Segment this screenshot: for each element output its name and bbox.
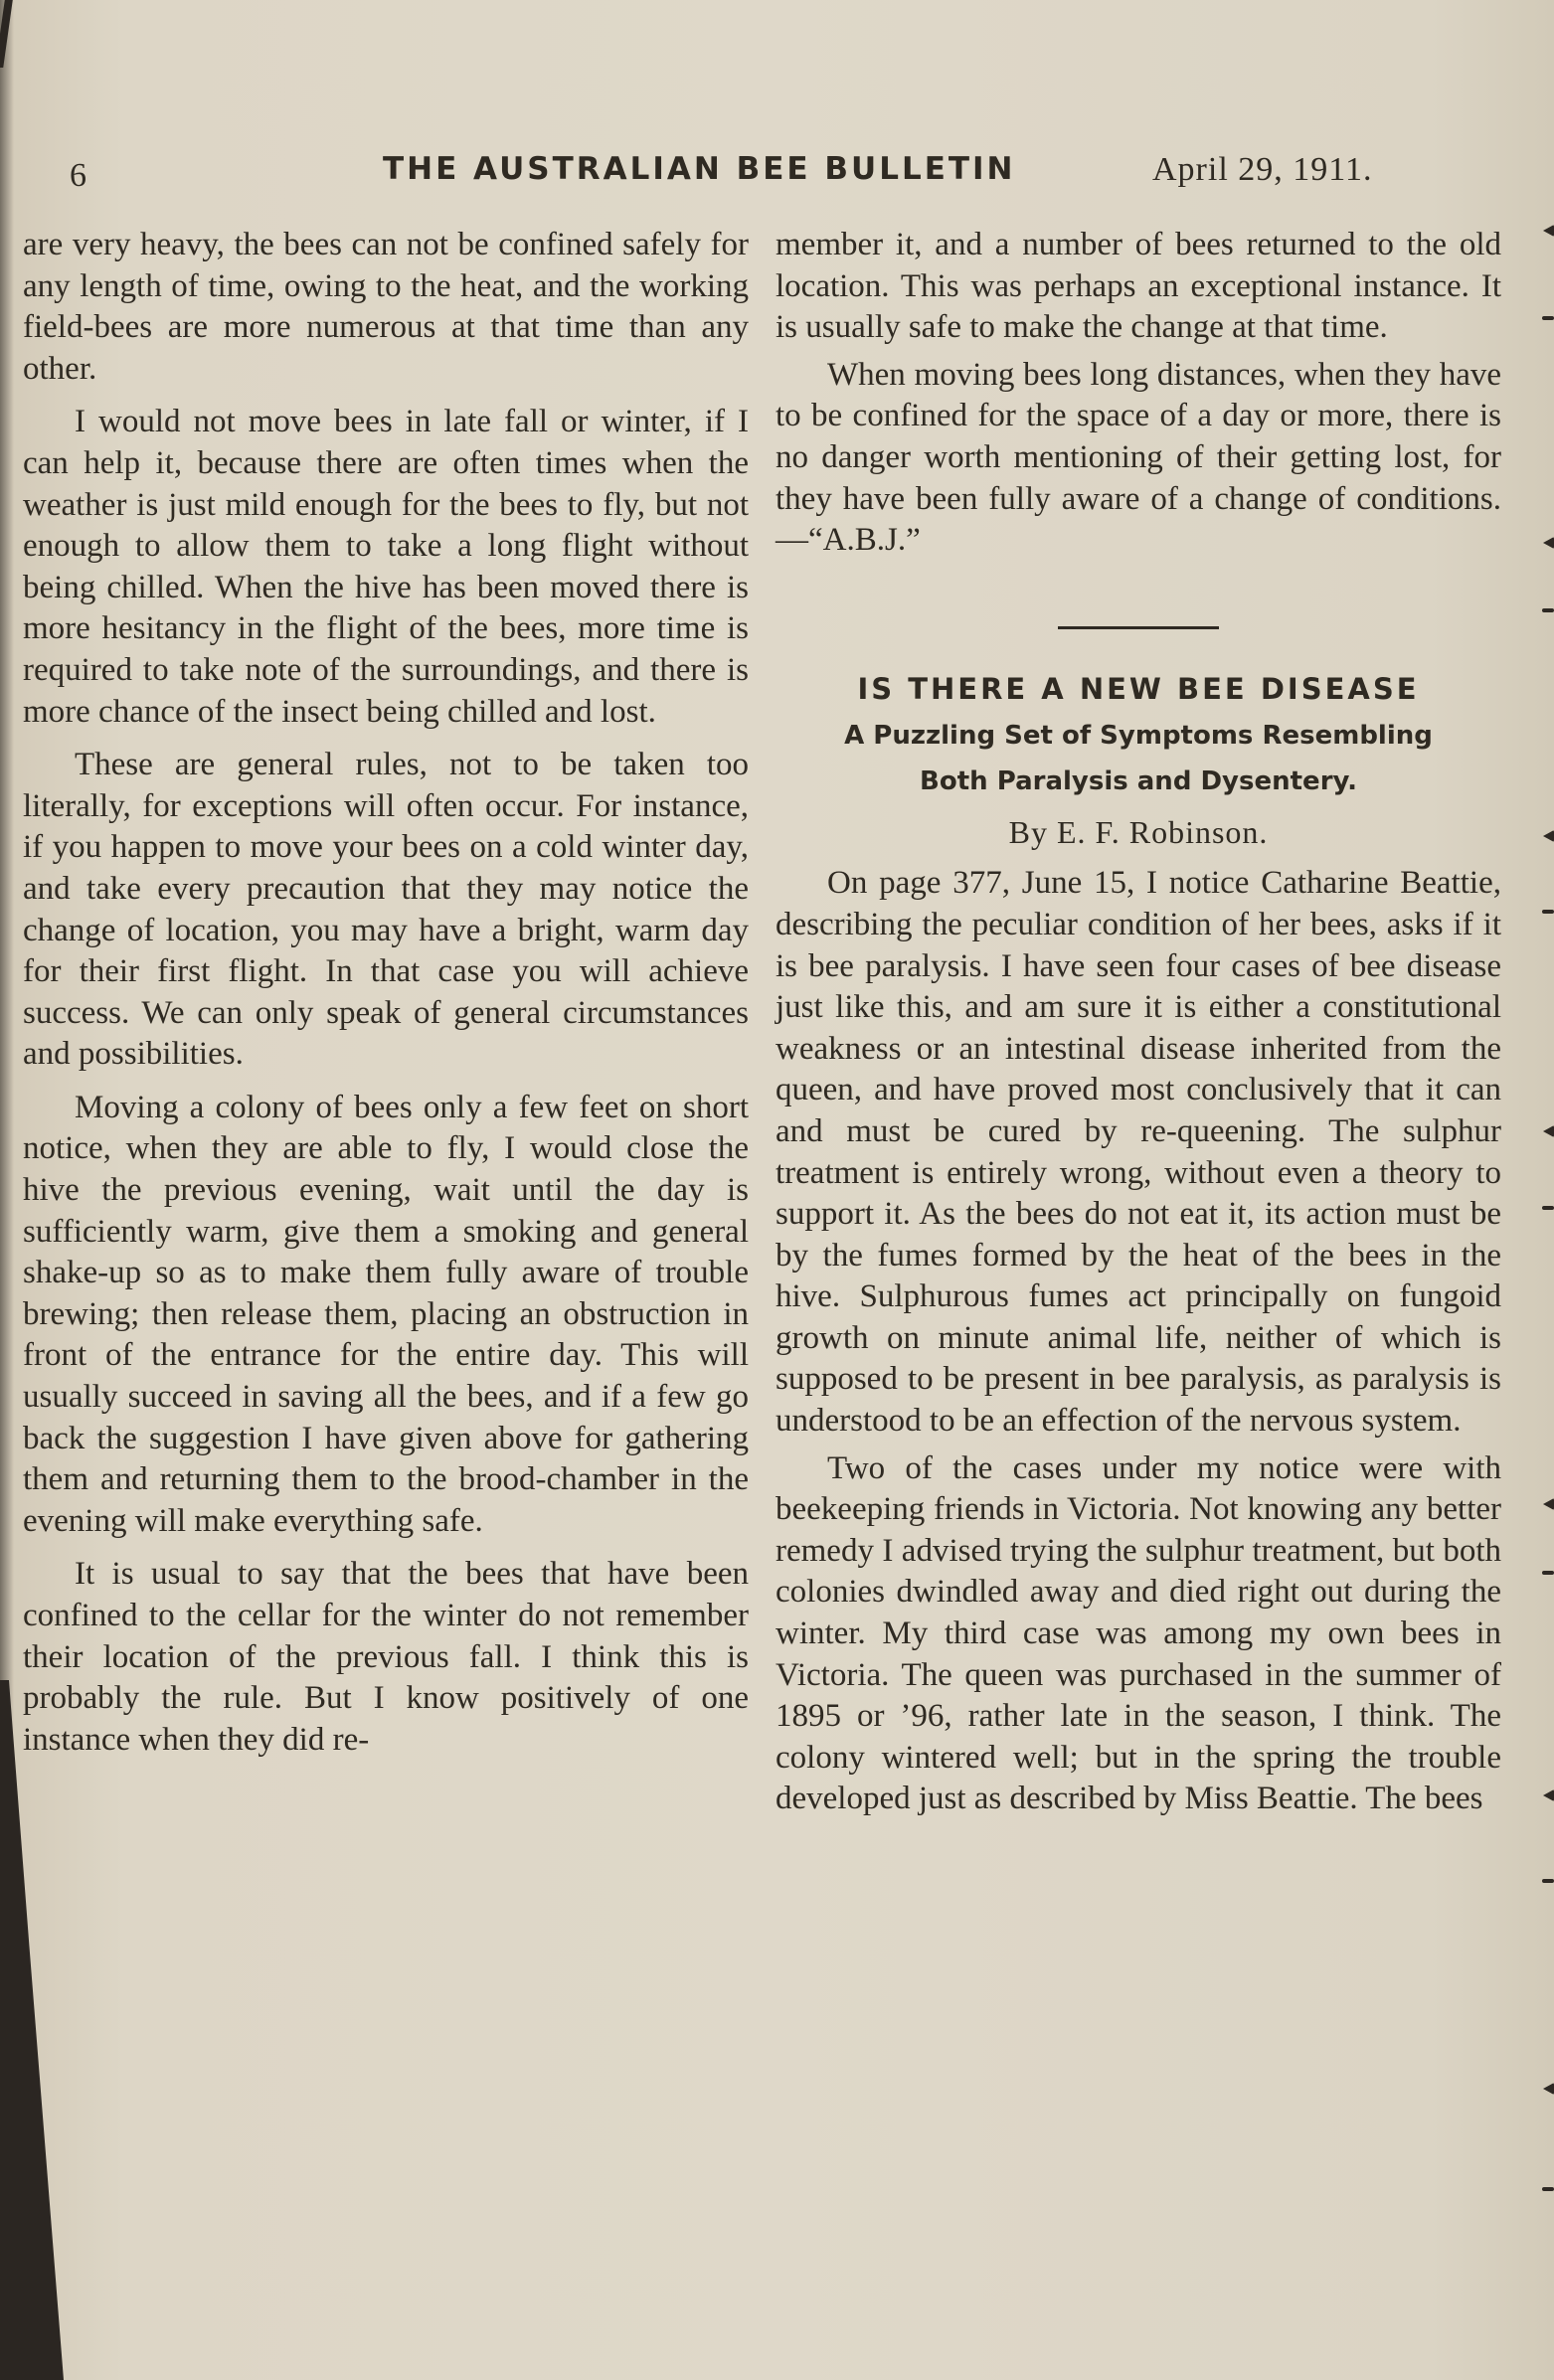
article-byline: By E. F. Robinson.	[1008, 813, 1269, 850]
margin-mark	[1542, 910, 1554, 914]
right-paragraph-1: member it, and a number of bees returned to the old location. This was perhaps an exceptional instance. It is usually safe to make the change at that time.	[776, 227, 1501, 346]
margin-mark	[1542, 608, 1554, 612]
margin-mark	[1543, 1125, 1554, 1137]
section-divider	[1058, 626, 1219, 629]
right-paragraph-2: When moving bees long distances, when they have to be confined for the space of a day or more, there is no danger worth mentioning of their getting lost, for they have been fully aware of a change of conditions.—“A.B.J.”	[776, 356, 1501, 559]
left-paragraph-5: It is usual to say that the bees that have been confined to the cellar for the winter do not remember their location of the previous fall. I think this is probably the rule. But I know positively of one instance when they did re-	[23, 1556, 749, 1758]
margin-mark	[1543, 2083, 1554, 2095]
margin-mark	[1542, 2187, 1554, 2191]
right-column	[776, 225, 1501, 1820]
left-paragraph-2: I would not move bees in late fall or winter, if I can help it, because there are often times when the weather is just mild enough for the bees to fly, but not enough to allow them to take a long flight without being chilled. When the hive has been moved there is more hesitancy in the flight of the bees, more time is required to take note of the surroundings, and there is more chance of the insect being chilled and lost.	[23, 404, 749, 730]
right-paragraph-4: Two of the cases under my notice were with beekeeping friends in Victoria. Not knowing any better remedy I advised trying the sulphur treatment, but both colonies dwindled away and died right out during the winter. My third case was among my own bees in Victoria. The queen was purchased in the summer of 1895 or ’96, rather late in the season, I think. The colony wintered well; but in the spring the trouble developed just as described by Miss Beattie. The bees	[776, 1449, 1501, 1817]
left-paragraph-3: These are general rules, not to be taken too literally, for exceptions will often occur. For instance, if you happen to move your bees on a cold winter day, and take every precaution that they may notice the change of location, you may have a bright, warm day for their first flight. In that case you will achieve success. We can only speak of general circumstances and possibilities.	[23, 747, 749, 1073]
page-header	[70, 151, 1392, 199]
margin-mark	[1543, 830, 1554, 842]
journal-title: THE AUSTRALIAN BEE BULLETIN	[383, 151, 1016, 187]
margin-mark	[1543, 537, 1554, 549]
margin-mark	[1542, 1879, 1554, 1883]
binding-shadow	[0, 1680, 64, 2380]
margin-mark	[1543, 225, 1554, 237]
left-column	[23, 225, 749, 1761]
page-number: 6	[70, 157, 86, 194]
right-margin-marks	[1536, 0, 1554, 2380]
article-subheading-line-2: Both Paralysis and Dysentery.	[920, 765, 1357, 796]
margin-mark	[1542, 1206, 1554, 1210]
left-paragraph-4: Moving a colony of bees only a few feet on short notice, when they are able to fly, I would close the hive the previous evening, wait until the day is sufficiently warm, give them a smoking and general shake-up so as to make them fully aware of trouble brewing; then release them, placing an obstruction in front of the entrance for the entire day. This will usually succeed in saving all the bees, and if a few go back the suggestion I have given above for gathering them and returning them to the brood-chamber in the evening will make everything safe.	[23, 1089, 749, 1539]
issue-date: April 29, 1911.	[1152, 151, 1373, 188]
left-paragraph-1: are very heavy, the bees can not be confined safely for any length of time, owing to the heat, and the working field-bees are more numerous at that time than any other.	[23, 227, 749, 387]
margin-mark	[1543, 1789, 1554, 1801]
right-paragraph-3: On page 377, June 15, I notice Catharine Beattie, describing the peculiar condition of her bees, asks if it is bee paralysis. I have seen four cases of bee disease just like this, and am sure it is either a constitutional weakness or an intestinal disease inherited from the queen, and have proved most conclusively that it can and must be cured by re-queening. The sulphur treatment is entirely wrong, without even a theory to support it. As the bees do not eat it, its action must be by the fumes formed by the heat of the bees in the hive. Sulphurous fumes act principally on fungoid growth on minute animal life, neither of which is supposed to be present in bee paralysis, as paralysis is understood to be an effection of the nervous system.	[776, 865, 1501, 1440]
margin-mark	[1542, 1571, 1554, 1575]
article-heading: IS THERE A NEW BEE DISEASE	[857, 671, 1420, 706]
article-subheading-line-1: A Puzzling Set of Symptoms Resembling	[844, 720, 1433, 751]
margin-mark	[1542, 316, 1554, 320]
margin-mark	[1543, 1498, 1554, 1510]
